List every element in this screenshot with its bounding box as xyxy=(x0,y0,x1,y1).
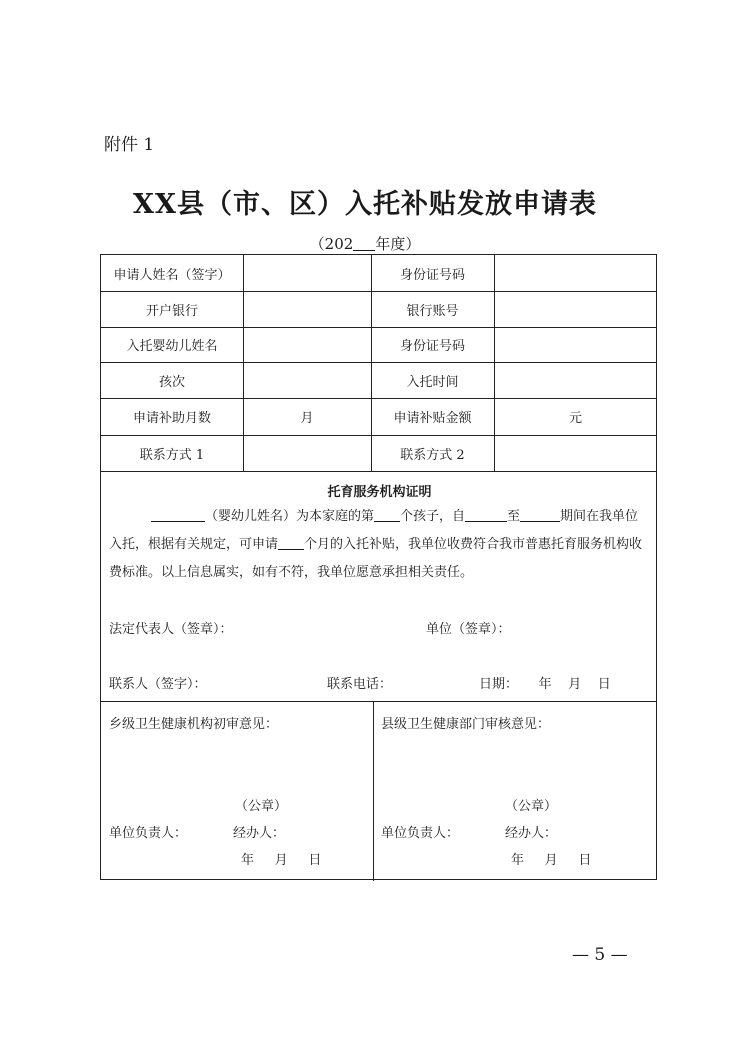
county-handler: 经办人： xyxy=(505,826,558,841)
account-label: 银行账号 xyxy=(406,303,459,319)
applicant-id-value[interactable] xyxy=(494,255,657,291)
cert-text: 期间在我单位 xyxy=(560,509,639,524)
county-review-title: 县级卫生健康部门审核意见： xyxy=(381,717,551,732)
birth-order-label: 孩次 xyxy=(158,374,185,390)
cert-date-label: 日期： 年 月 日 xyxy=(479,677,611,692)
cert-line-1 xyxy=(109,503,649,531)
form-title: XX县（市、区）入托补贴发放申请表 xyxy=(133,189,597,220)
end-blank[interactable] xyxy=(520,507,560,522)
review-divider xyxy=(373,701,374,881)
attachment-label: 附件 1 xyxy=(104,135,155,155)
child-name-label: 入托婴幼儿姓名 xyxy=(126,339,218,354)
legal-rep-label: 法定代表人（签章）： xyxy=(109,622,233,637)
enroll-time-value[interactable] xyxy=(494,362,657,398)
phone-label: 联系电话： xyxy=(327,677,393,692)
county-unit-head: 单位负责人： xyxy=(381,826,460,841)
cert-heading: 托育服务机构证明 xyxy=(327,485,432,500)
year-open: （202 xyxy=(309,235,354,253)
months-value[interactable]: 月 xyxy=(300,411,314,426)
child-id-value[interactable] xyxy=(494,327,657,362)
applicant-name-value[interactable] xyxy=(243,255,371,291)
bank-value[interactable] xyxy=(243,291,371,327)
year-close: 年度） xyxy=(375,235,421,253)
township-unit-head: 单位负责人： xyxy=(109,826,188,841)
child-name-value[interactable] xyxy=(243,327,371,362)
cert-line-3: 费标准。以上信息属实，如有不符，我单位愿意承担相关责任。 xyxy=(109,565,474,580)
child-name-blank[interactable] xyxy=(151,507,205,522)
county-date: 年 月 日 xyxy=(511,853,592,868)
section-divider xyxy=(101,701,656,702)
form-year xyxy=(0,233,730,254)
contact1-value[interactable] xyxy=(243,435,371,471)
order-blank[interactable] xyxy=(374,507,400,522)
township-review-title: 乡级卫生健康机构初审意见： xyxy=(109,717,279,732)
amount-label: 申请补贴金额 xyxy=(393,411,472,426)
child-id-label: 身份证号码 xyxy=(399,339,465,354)
township-seal: （公章） xyxy=(235,799,288,814)
account-value[interactable] xyxy=(494,291,657,327)
contact2-value[interactable] xyxy=(494,435,657,471)
cert-text: 入托，根据有关规定，可申请 xyxy=(109,537,279,552)
enroll-time-label: 入托时间 xyxy=(406,374,459,390)
cert-text: 至 xyxy=(507,509,521,524)
county-seal: （公章） xyxy=(505,799,558,814)
months-label: 申请补助月数 xyxy=(132,411,211,426)
bank-label: 开户银行 xyxy=(145,303,198,319)
unit-seal-label: 单位（签章）： xyxy=(426,622,511,637)
contact-person-label: 联系人（签字）： xyxy=(109,677,207,692)
amount-value[interactable]: 元 xyxy=(568,411,582,426)
year-blank xyxy=(353,236,375,251)
contact2-label: 联系方式 2 xyxy=(400,447,465,463)
contact1-label: 联系方式 1 xyxy=(139,447,205,463)
cert-text: 个月的入托补贴，我单位收费符合我市普惠托育服务机构收 xyxy=(304,537,643,552)
months-blank[interactable] xyxy=(278,535,304,550)
page-number: — 5 — xyxy=(572,945,628,965)
township-date: 年 月 日 xyxy=(241,853,322,868)
start-blank[interactable] xyxy=(465,507,507,522)
applicant-name-label: 申请人姓名（签字） xyxy=(113,267,231,283)
cert-line-2 xyxy=(109,531,649,559)
cert-paragraph xyxy=(109,503,649,587)
application-form xyxy=(100,254,657,880)
cert-text: （婴幼儿姓名）为本家庭的第 xyxy=(205,509,375,524)
township-handler: 经办人： xyxy=(233,826,286,841)
row-divider xyxy=(101,471,656,472)
birth-order-value[interactable] xyxy=(243,362,371,398)
applicant-id-label: 身份证号码 xyxy=(399,267,465,283)
cert-text: 个孩子，自 xyxy=(400,509,466,524)
